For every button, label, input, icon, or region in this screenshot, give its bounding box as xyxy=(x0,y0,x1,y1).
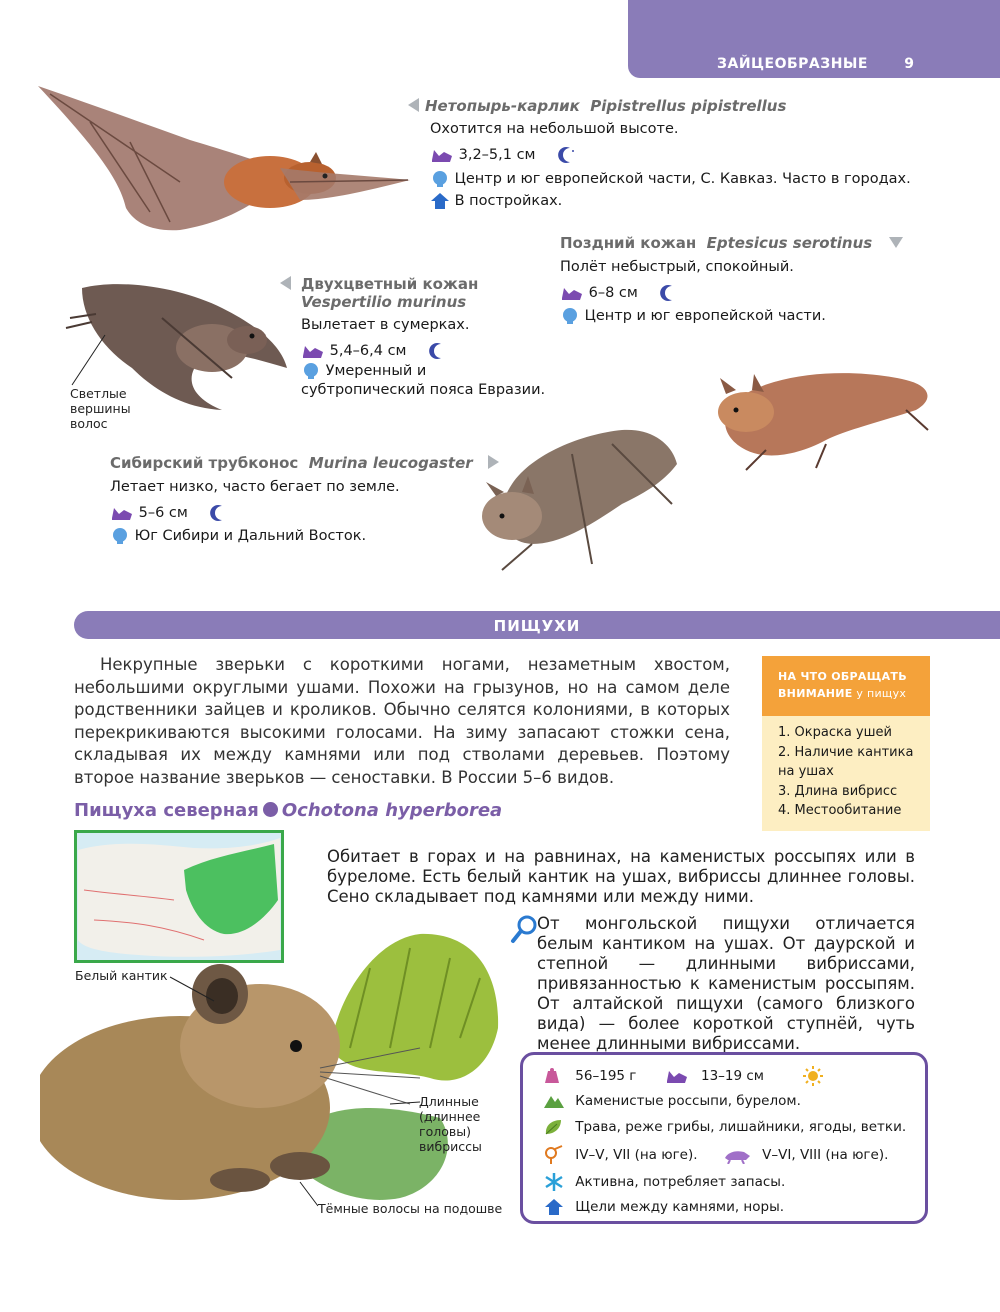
attention-sidebar xyxy=(762,656,930,831)
soles-caption: Тёмные волосы на подошве xyxy=(318,1201,503,1216)
magnifier-icon xyxy=(510,914,540,944)
pipistrelle-block xyxy=(408,97,786,115)
tube-nosed-title-row xyxy=(110,454,499,472)
pipistrelle-note: Охотится на небольшой высоте. xyxy=(430,121,679,137)
habitat-value: Каменистые россыпи, бурелом. xyxy=(575,1093,801,1109)
habitat-row xyxy=(543,1092,801,1110)
serotine-size: 6–8 см xyxy=(588,285,638,301)
serotine-size-row xyxy=(560,282,680,305)
page-number: 9 xyxy=(904,56,914,72)
young-value: V–VI, VIII (на юге). xyxy=(762,1147,889,1163)
white-edge-caption: Белый кантик xyxy=(75,968,168,983)
tube-nosed-note: Летает низко, часто бегает по земле. xyxy=(110,479,400,495)
section-band-title: ПИЩУХИ xyxy=(493,617,581,635)
tube-nosed-bat-illustration xyxy=(472,424,687,572)
pipistrelle-size-row xyxy=(430,144,578,167)
breeding-value: IV–V, VII (на юге). xyxy=(575,1147,698,1163)
parti-coloured-note: Вылетает в сумерках. xyxy=(301,317,470,333)
species-description: Обитает в горах и на равнинах, на каменистых россыпях или в буреломе. Есть белый кантик на ушах, вибриссы длиннее головы. Сено складывает под камнями или между ними. xyxy=(327,847,915,906)
hair-tips-caption: Светлые вершины волос xyxy=(70,386,131,431)
section-title: ЗАЙЦЕОБРАЗНЫЕ xyxy=(717,56,868,72)
tube-nosed-range: Юг Сибири и Дальний Восток. xyxy=(134,528,367,544)
length-value: 13–19 см xyxy=(700,1068,764,1084)
list-item: 2. Наличие кантика xyxy=(778,744,914,760)
tube-nosed-title: Сибирский трубконос xyxy=(110,454,299,472)
whiskers-caption: Длинные (длиннее головы) вибриссы xyxy=(419,1094,482,1154)
serotine-title: Поздний кожан xyxy=(560,234,697,252)
pipistrelle-range-row xyxy=(430,168,911,191)
mountain-icon xyxy=(543,1092,565,1110)
size-icon xyxy=(560,284,584,302)
right-arrow-icon xyxy=(488,455,499,469)
parti-coloured-title: Двухцветный кожан xyxy=(301,275,479,293)
size-icon xyxy=(430,146,454,164)
parti-coloured-size: 5,4–6,4 см xyxy=(329,343,407,359)
intro-paragraph: Некрупные зверьки с короткими ногами, незаметным хвостом, небольшими округлыми ушами. Похожи на грызунов, но на самом деле родственники зайцев и кроликов. Обычно селятся колониями, в которых перекрикиваются высокими голосами. На зиму запасают стожки сена, складывая их между камнями или под стволами деревьев. Поэтому второе название зверьков — сеноставки. В России 5–6 видов. xyxy=(74,655,730,787)
list-item: 1. Окраска ушей xyxy=(778,725,892,740)
serotine-illustration xyxy=(706,360,938,478)
species-comparison: От монгольской пищухи отличается белым кантиком на ушах. От даурской и степной — длинными вибриссами, привязанностью к каменистым россыпям. От алтайской пищухи (самого близкого вида) — более короткой ступнёй, чуть менее длинными вибриссами. xyxy=(537,914,915,1053)
parti-coloured-range-2: субтропический пояса Евразии. xyxy=(301,382,546,398)
weight-length-row xyxy=(543,1065,824,1087)
globe-icon xyxy=(430,170,450,188)
home-icon xyxy=(543,1198,565,1216)
sun-icon xyxy=(802,1065,824,1087)
serotine-range-row xyxy=(560,305,826,328)
size-icon xyxy=(110,504,134,522)
sidebar-list xyxy=(762,716,930,821)
breeding-row xyxy=(543,1145,888,1165)
pipistrelle-title: Нетопырь-карлик xyxy=(425,97,580,115)
list-item: 3. Длина вибрисс xyxy=(778,783,898,799)
species-heading xyxy=(74,800,502,821)
parti-coloured-latin: Vespertilio murinus xyxy=(301,293,467,311)
night-activity-icon xyxy=(210,504,230,522)
weight-icon xyxy=(543,1067,561,1085)
list-item: 4. Местообитание xyxy=(778,803,902,818)
home-icon xyxy=(430,192,450,210)
serotine-latin: Eptesicus serotinus xyxy=(706,234,873,252)
pointer-line xyxy=(168,975,218,1005)
down-arrow-icon xyxy=(889,237,903,248)
tube-nosed-size-row xyxy=(110,502,230,525)
night-activity-icon xyxy=(429,342,449,360)
pointer-line xyxy=(298,1180,322,1210)
sidebar-heading: НА ЧТО ОБРАЩАТЬ ВНИМАНИЕ у пищух xyxy=(762,656,930,716)
shelter-row xyxy=(543,1198,784,1216)
food-row xyxy=(543,1118,906,1136)
section-band xyxy=(74,611,1000,639)
pointer-line xyxy=(388,1098,422,1108)
pipistrelle-habitat: В постройках. xyxy=(454,193,563,209)
winter-value: Активна, потребляет запасы. xyxy=(575,1174,786,1190)
globe-icon xyxy=(301,362,321,380)
parti-coloured-title-block xyxy=(280,275,478,311)
tube-nosed-range-row xyxy=(110,525,366,548)
pipistrelle-size: 3,2–5,1 см xyxy=(458,147,536,163)
pipistrelle-range: Центр и юг европейской части, С. Кавказ. Часто в городах. xyxy=(454,171,911,187)
pipistrelle-habitat-row xyxy=(430,190,562,213)
weight-value: 56–195 г xyxy=(575,1068,637,1084)
list-item: на ушах xyxy=(778,764,834,779)
serotine-note: Полёт небыстрый, спокойный. xyxy=(560,259,794,275)
leaf-icon xyxy=(543,1118,565,1136)
globe-icon xyxy=(110,527,130,545)
snowflake-icon xyxy=(543,1172,565,1192)
serotine-title-row xyxy=(560,234,903,252)
winter-row xyxy=(543,1172,785,1192)
size-icon xyxy=(301,342,325,360)
night-activity-icon xyxy=(558,146,578,164)
species-latin: Ochotona hyperborea xyxy=(281,800,503,821)
food-value: Трава, реже грибы, лишайники, ягоды, ветки. xyxy=(575,1119,907,1135)
species-infobox xyxy=(520,1052,928,1224)
young-icon xyxy=(722,1146,752,1164)
mating-icon xyxy=(543,1145,565,1165)
header-tab xyxy=(628,0,1000,78)
globe-icon xyxy=(560,307,580,325)
parti-coloured-range-row xyxy=(301,362,545,400)
pipistrelle-illustration xyxy=(30,82,415,237)
species-name: Пищуха северная xyxy=(74,800,259,821)
serotine-range: Центр и юг европейской части. xyxy=(584,308,826,324)
tube-nosed-size: 5–6 см xyxy=(138,505,188,521)
shelter-value: Щели между камнями, норы. xyxy=(575,1199,785,1215)
tube-nosed-latin: Murina leucogaster xyxy=(308,454,473,472)
pointer-line xyxy=(60,330,110,390)
parti-coloured-range-1: Умеренный и xyxy=(325,363,427,379)
left-arrow-icon xyxy=(280,276,291,290)
night-activity-icon xyxy=(660,284,680,302)
bullet-icon xyxy=(263,802,278,817)
parti-coloured-size-row xyxy=(301,340,449,363)
size-icon xyxy=(665,1067,691,1085)
left-arrow-icon xyxy=(408,98,419,112)
pipistrelle-latin: Pipistrellus pipistrellus xyxy=(590,97,787,115)
